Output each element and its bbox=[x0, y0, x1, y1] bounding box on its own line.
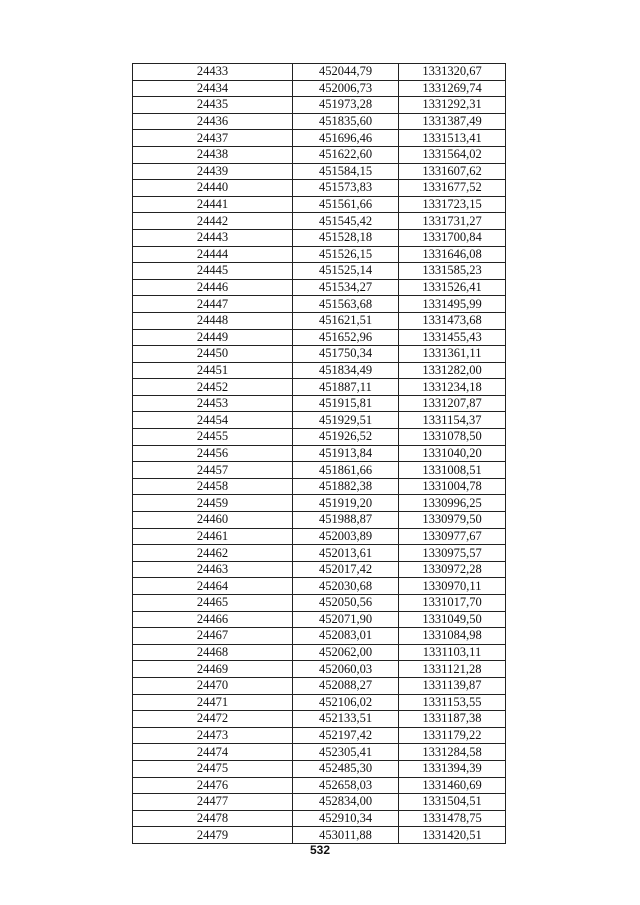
x-coordinate-cell: 452083,01 bbox=[293, 628, 399, 645]
y-coordinate-cell: 1331103,11 bbox=[399, 644, 506, 661]
point-id-cell: 24479 bbox=[133, 827, 293, 844]
point-id-cell: 24445 bbox=[133, 263, 293, 280]
y-coordinate-cell: 1331040,20 bbox=[399, 445, 506, 462]
point-id-cell: 24448 bbox=[133, 312, 293, 329]
point-id-cell: 24475 bbox=[133, 760, 293, 777]
point-id-cell: 24458 bbox=[133, 478, 293, 495]
table-row bbox=[133, 611, 506, 628]
x-coordinate-cell: 452305,41 bbox=[293, 744, 399, 761]
table-row bbox=[133, 97, 506, 114]
x-coordinate-cell: 451915,81 bbox=[293, 395, 399, 412]
x-coordinate-cell: 451563,68 bbox=[293, 296, 399, 313]
x-coordinate-cell: 451887,11 bbox=[293, 379, 399, 396]
y-coordinate-cell: 1331731,27 bbox=[399, 213, 506, 230]
table-row bbox=[133, 777, 506, 794]
point-id-cell: 24437 bbox=[133, 130, 293, 147]
x-coordinate-cell: 452060,03 bbox=[293, 661, 399, 678]
y-coordinate-cell: 1330996,25 bbox=[399, 495, 506, 512]
point-id-cell: 24454 bbox=[133, 412, 293, 429]
x-coordinate-cell: 451622,60 bbox=[293, 146, 399, 163]
x-coordinate-cell: 451973,28 bbox=[293, 97, 399, 114]
x-coordinate-cell: 452030,68 bbox=[293, 578, 399, 595]
x-coordinate-cell: 452106,02 bbox=[293, 694, 399, 711]
point-id-cell: 24476 bbox=[133, 777, 293, 794]
y-coordinate-cell: 1331284,58 bbox=[399, 744, 506, 761]
x-coordinate-cell: 451584,15 bbox=[293, 163, 399, 180]
y-coordinate-cell: 1331513,41 bbox=[399, 130, 506, 147]
y-coordinate-cell: 1331004,78 bbox=[399, 478, 506, 495]
x-coordinate-cell: 451919,20 bbox=[293, 495, 399, 512]
point-id-cell: 24440 bbox=[133, 180, 293, 197]
point-id-cell: 24443 bbox=[133, 229, 293, 246]
y-coordinate-cell: 1330979,50 bbox=[399, 512, 506, 529]
table-row bbox=[133, 661, 506, 678]
y-coordinate-cell: 1331153,55 bbox=[399, 694, 506, 711]
y-coordinate-cell: 1331677,52 bbox=[399, 180, 506, 197]
table-row bbox=[133, 296, 506, 313]
x-coordinate-cell: 452133,51 bbox=[293, 711, 399, 728]
point-id-cell: 24442 bbox=[133, 213, 293, 230]
x-coordinate-cell: 451882,38 bbox=[293, 478, 399, 495]
y-coordinate-cell: 1331564,02 bbox=[399, 146, 506, 163]
x-coordinate-cell: 452088,27 bbox=[293, 677, 399, 694]
point-id-cell: 24444 bbox=[133, 246, 293, 263]
y-coordinate-cell: 1331455,43 bbox=[399, 329, 506, 346]
x-coordinate-cell: 452050,56 bbox=[293, 595, 399, 612]
table-row bbox=[133, 246, 506, 263]
y-coordinate-cell: 1331139,87 bbox=[399, 677, 506, 694]
table-row bbox=[133, 163, 506, 180]
table-row bbox=[133, 130, 506, 147]
table-row bbox=[133, 478, 506, 495]
x-coordinate-cell: 451652,96 bbox=[293, 329, 399, 346]
table-row bbox=[133, 395, 506, 412]
point-id-cell: 24477 bbox=[133, 794, 293, 811]
y-coordinate-cell: 1330975,57 bbox=[399, 545, 506, 562]
y-coordinate-cell: 1331526,41 bbox=[399, 279, 506, 296]
x-coordinate-cell: 451926,52 bbox=[293, 429, 399, 446]
y-coordinate-cell: 1331179,22 bbox=[399, 727, 506, 744]
table-row bbox=[133, 412, 506, 429]
point-id-cell: 24474 bbox=[133, 744, 293, 761]
y-coordinate-cell: 1331646,08 bbox=[399, 246, 506, 263]
x-coordinate-cell: 452658,03 bbox=[293, 777, 399, 794]
coordinates-table bbox=[132, 63, 506, 844]
x-coordinate-cell: 451913,84 bbox=[293, 445, 399, 462]
table-row bbox=[133, 80, 506, 97]
point-id-cell: 24439 bbox=[133, 163, 293, 180]
page-number: 532 bbox=[309, 843, 331, 857]
y-coordinate-cell: 1331269,74 bbox=[399, 80, 506, 97]
x-coordinate-cell: 452834,00 bbox=[293, 794, 399, 811]
table-row bbox=[133, 312, 506, 329]
y-coordinate-cell: 1331723,15 bbox=[399, 196, 506, 213]
x-coordinate-cell: 452197,42 bbox=[293, 727, 399, 744]
x-coordinate-cell: 452013,61 bbox=[293, 545, 399, 562]
x-coordinate-cell: 451835,60 bbox=[293, 113, 399, 130]
point-id-cell: 24433 bbox=[133, 64, 293, 81]
point-id-cell: 24468 bbox=[133, 644, 293, 661]
table-row bbox=[133, 445, 506, 462]
x-coordinate-cell: 451545,42 bbox=[293, 213, 399, 230]
table-row bbox=[133, 528, 506, 545]
y-coordinate-cell: 1331361,11 bbox=[399, 346, 506, 363]
point-id-cell: 24451 bbox=[133, 362, 293, 379]
x-coordinate-cell: 451573,83 bbox=[293, 180, 399, 197]
table-row bbox=[133, 495, 506, 512]
y-coordinate-cell: 1331292,31 bbox=[399, 97, 506, 114]
point-id-cell: 24459 bbox=[133, 495, 293, 512]
point-id-cell: 24436 bbox=[133, 113, 293, 130]
point-id-cell: 24467 bbox=[133, 628, 293, 645]
y-coordinate-cell: 1331282,00 bbox=[399, 362, 506, 379]
y-coordinate-cell: 1331049,50 bbox=[399, 611, 506, 628]
table-row bbox=[133, 196, 506, 213]
y-coordinate-cell: 1331495,99 bbox=[399, 296, 506, 313]
point-id-cell: 24441 bbox=[133, 196, 293, 213]
table-row bbox=[133, 362, 506, 379]
point-id-cell: 24438 bbox=[133, 146, 293, 163]
table-row bbox=[133, 794, 506, 811]
point-id-cell: 24452 bbox=[133, 379, 293, 396]
y-coordinate-cell: 1331154,37 bbox=[399, 412, 506, 429]
point-id-cell: 24464 bbox=[133, 578, 293, 595]
y-coordinate-cell: 1331078,50 bbox=[399, 429, 506, 446]
table-row bbox=[133, 462, 506, 479]
point-id-cell: 24449 bbox=[133, 329, 293, 346]
table-row bbox=[133, 561, 506, 578]
y-coordinate-cell: 1331607,62 bbox=[399, 163, 506, 180]
point-id-cell: 24470 bbox=[133, 677, 293, 694]
x-coordinate-cell: 451834,49 bbox=[293, 362, 399, 379]
y-coordinate-cell: 1331187,38 bbox=[399, 711, 506, 728]
point-id-cell: 24478 bbox=[133, 810, 293, 827]
point-id-cell: 24473 bbox=[133, 727, 293, 744]
point-id-cell: 24471 bbox=[133, 694, 293, 711]
table-row bbox=[133, 628, 506, 645]
table-row bbox=[133, 694, 506, 711]
point-id-cell: 24457 bbox=[133, 462, 293, 479]
table-row bbox=[133, 512, 506, 529]
point-id-cell: 24434 bbox=[133, 80, 293, 97]
point-id-cell: 24462 bbox=[133, 545, 293, 562]
point-id-cell: 24465 bbox=[133, 595, 293, 612]
table-row bbox=[133, 827, 506, 844]
table-row bbox=[133, 379, 506, 396]
y-coordinate-cell: 1331473,68 bbox=[399, 312, 506, 329]
y-coordinate-cell: 1331121,28 bbox=[399, 661, 506, 678]
point-id-cell: 24453 bbox=[133, 395, 293, 412]
x-coordinate-cell: 452017,42 bbox=[293, 561, 399, 578]
x-coordinate-cell: 453011,88 bbox=[293, 827, 399, 844]
y-coordinate-cell: 1331585,23 bbox=[399, 263, 506, 280]
table-row bbox=[133, 346, 506, 363]
table-row bbox=[133, 644, 506, 661]
coordinates-table-body bbox=[133, 64, 506, 844]
x-coordinate-cell: 452071,90 bbox=[293, 611, 399, 628]
table-row bbox=[133, 677, 506, 694]
point-id-cell: 24435 bbox=[133, 97, 293, 114]
table-row bbox=[133, 545, 506, 562]
point-id-cell: 24461 bbox=[133, 528, 293, 545]
point-id-cell: 24472 bbox=[133, 711, 293, 728]
x-coordinate-cell: 452003,89 bbox=[293, 528, 399, 545]
x-coordinate-cell: 451525,14 bbox=[293, 263, 399, 280]
x-coordinate-cell: 451621,51 bbox=[293, 312, 399, 329]
x-coordinate-cell: 451861,66 bbox=[293, 462, 399, 479]
y-coordinate-cell: 1330972,28 bbox=[399, 561, 506, 578]
y-coordinate-cell: 1331394,39 bbox=[399, 760, 506, 777]
point-id-cell: 24469 bbox=[133, 661, 293, 678]
table-row bbox=[133, 213, 506, 230]
table-row bbox=[133, 329, 506, 346]
table-row bbox=[133, 727, 506, 744]
table-row bbox=[133, 64, 506, 81]
x-coordinate-cell: 451561,66 bbox=[293, 196, 399, 213]
table-row bbox=[133, 711, 506, 728]
y-coordinate-cell: 1330977,67 bbox=[399, 528, 506, 545]
x-coordinate-cell: 452910,34 bbox=[293, 810, 399, 827]
x-coordinate-cell: 451750,34 bbox=[293, 346, 399, 363]
table-row bbox=[133, 113, 506, 130]
table-row bbox=[133, 760, 506, 777]
y-coordinate-cell: 1331320,67 bbox=[399, 64, 506, 81]
y-coordinate-cell: 1330970,11 bbox=[399, 578, 506, 595]
table-row bbox=[133, 229, 506, 246]
y-coordinate-cell: 1331700,84 bbox=[399, 229, 506, 246]
point-id-cell: 24463 bbox=[133, 561, 293, 578]
y-coordinate-cell: 1331017,70 bbox=[399, 595, 506, 612]
table-row bbox=[133, 146, 506, 163]
y-coordinate-cell: 1331207,87 bbox=[399, 395, 506, 412]
x-coordinate-cell: 452044,79 bbox=[293, 64, 399, 81]
table-row bbox=[133, 279, 506, 296]
point-id-cell: 24447 bbox=[133, 296, 293, 313]
x-coordinate-cell: 452006,73 bbox=[293, 80, 399, 97]
y-coordinate-cell: 1331504,51 bbox=[399, 794, 506, 811]
y-coordinate-cell: 1331387,49 bbox=[399, 113, 506, 130]
table-row bbox=[133, 578, 506, 595]
point-id-cell: 24466 bbox=[133, 611, 293, 628]
table-row bbox=[133, 595, 506, 612]
x-coordinate-cell: 451528,18 bbox=[293, 229, 399, 246]
table-row bbox=[133, 744, 506, 761]
x-coordinate-cell: 451988,87 bbox=[293, 512, 399, 529]
y-coordinate-cell: 1331478,75 bbox=[399, 810, 506, 827]
x-coordinate-cell: 452062,00 bbox=[293, 644, 399, 661]
y-coordinate-cell: 1331008,51 bbox=[399, 462, 506, 479]
y-coordinate-cell: 1331460,69 bbox=[399, 777, 506, 794]
table-row bbox=[133, 810, 506, 827]
table-row bbox=[133, 180, 506, 197]
y-coordinate-cell: 1331084,98 bbox=[399, 628, 506, 645]
point-id-cell: 24446 bbox=[133, 279, 293, 296]
y-coordinate-cell: 1331234,18 bbox=[399, 379, 506, 396]
x-coordinate-cell: 451526,15 bbox=[293, 246, 399, 263]
point-id-cell: 24456 bbox=[133, 445, 293, 462]
point-id-cell: 24450 bbox=[133, 346, 293, 363]
x-coordinate-cell: 451929,51 bbox=[293, 412, 399, 429]
x-coordinate-cell: 452485,30 bbox=[293, 760, 399, 777]
y-coordinate-cell: 1331420,51 bbox=[399, 827, 506, 844]
table-row bbox=[133, 429, 506, 446]
x-coordinate-cell: 451696,46 bbox=[293, 130, 399, 147]
point-id-cell: 24455 bbox=[133, 429, 293, 446]
x-coordinate-cell: 451534,27 bbox=[293, 279, 399, 296]
table-row bbox=[133, 263, 506, 280]
point-id-cell: 24460 bbox=[133, 512, 293, 529]
